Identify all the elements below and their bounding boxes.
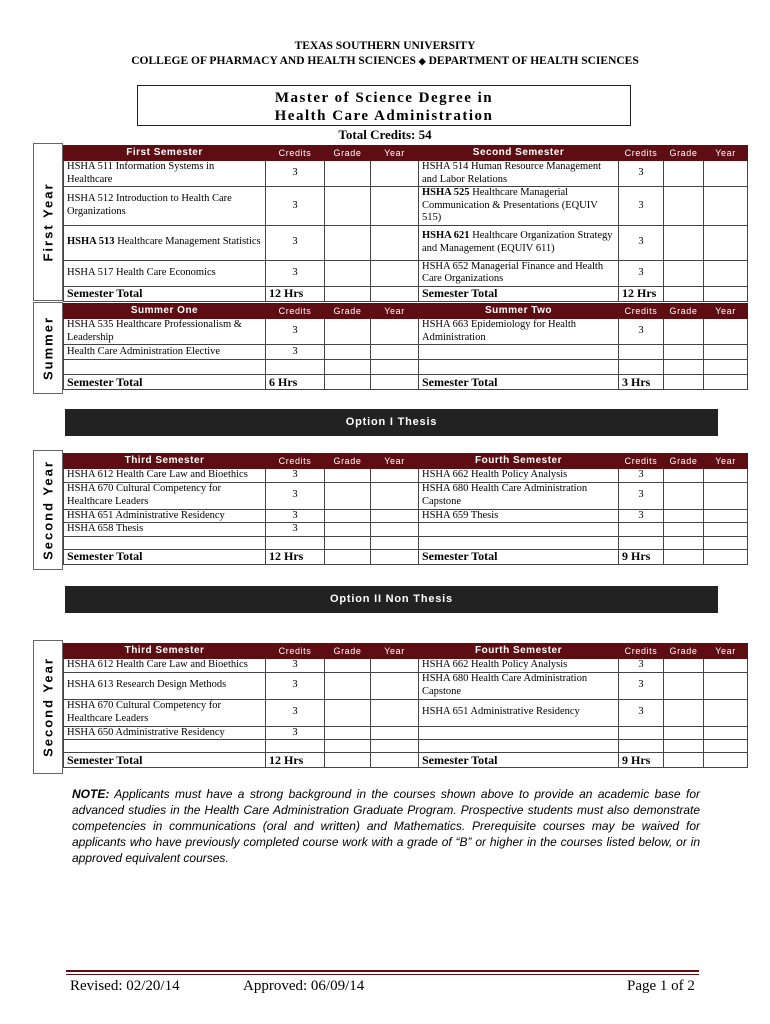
- left-credits: 3: [266, 509, 325, 523]
- left-grade-cell: [325, 319, 371, 345]
- left-total-label: Semester Total: [64, 375, 266, 390]
- right-total-hours: 9 Hrs: [619, 753, 664, 768]
- right-course: [419, 161, 619, 187]
- college-name: COLLEGE OF PHARMACY AND HEALTH SCIENCES: [131, 55, 416, 67]
- grade-heading: Grade: [325, 146, 371, 161]
- left-credits: 3: [266, 659, 325, 673]
- right-course-code: HSHA 621: [422, 230, 470, 241]
- right-grade-cell: [664, 187, 704, 226]
- right-total-hours: 12 Hrs: [619, 286, 664, 301]
- left-total-year-cell: [371, 753, 419, 768]
- left-year-cell: [371, 482, 419, 509]
- left-course-title: Healthcare Management Statistics: [114, 236, 261, 248]
- right-grade-cell: [664, 345, 704, 360]
- left-total-year-cell: [371, 286, 419, 301]
- course-row: [64, 345, 748, 360]
- university-name: TEXAS SOUTHERN UNIVERSITY: [294, 40, 476, 52]
- left-course-title: HSHA 512 Introduction to Health Care Organizations: [67, 193, 232, 217]
- right-course: [419, 672, 619, 699]
- right-grade-cell: [664, 469, 704, 483]
- left-grade-cell: [325, 225, 371, 260]
- year-heading: Year: [371, 454, 419, 469]
- right-grade-cell: [664, 726, 704, 740]
- left-year-cell: [371, 523, 419, 537]
- right-total-hours: 3 Hrs: [619, 375, 664, 390]
- right-total-label: Semester Total: [419, 753, 619, 768]
- first-year-label: First Year: [40, 182, 56, 262]
- footer-rule-thin: [66, 974, 699, 975]
- left-total-hours: 6 Hrs: [266, 375, 325, 390]
- left-total-year-cell: [371, 549, 419, 564]
- second-year-nonthesis-label: Second Year: [40, 657, 56, 757]
- left-course: [64, 187, 266, 226]
- note-text: Applicants must have a strong background in the courses shown above to provide an academic base for advanced studies in the Health Care Administration Graduate Program. Prospective students must also demonstrate competencies in communications (oral and written) and Mathematics. Prerequisite courses may be waived for applicants who have previously completed course work with a grade of “B” or higher in the courses listed below, or in approved equivalent courses.: [72, 787, 700, 865]
- right-total-grade-cell: [664, 549, 704, 564]
- right-credits: 3: [619, 672, 664, 699]
- right-course: [419, 360, 619, 375]
- course-row: [64, 469, 748, 483]
- right-year-cell: [704, 509, 748, 523]
- right-grade-cell: [664, 740, 704, 753]
- degree-title-line2: Health Care Administration: [274, 108, 494, 124]
- course-row: [64, 187, 748, 226]
- left-course-title: HSHA 651 Administrative Residency: [67, 509, 225, 521]
- left-course-title: HSHA 658 Thesis: [67, 523, 144, 534]
- right-credits: [619, 740, 664, 753]
- left-course-title: HSHA 612 Health Care Law and Bioethics: [67, 659, 248, 670]
- right-year-cell: [704, 740, 748, 753]
- option-nonthesis-table: [63, 643, 748, 768]
- year-heading: Year: [704, 304, 748, 319]
- right-grade-cell: [664, 536, 704, 549]
- left-total-grade-cell: [325, 375, 371, 390]
- course-row: [64, 740, 748, 753]
- left-year-cell: [371, 260, 419, 286]
- semester-total-row: [64, 753, 748, 768]
- right-course-title: HSHA 662 Health Policy Analysis: [422, 659, 568, 670]
- left-year-cell: [371, 161, 419, 187]
- left-grade-cell: [325, 161, 371, 187]
- revised-date: Revised: 02/20/14: [70, 978, 180, 994]
- left-course: [64, 319, 266, 345]
- left-course-title: HSHA 613 Research Design Methods: [67, 679, 227, 691]
- left-credits: 3: [266, 482, 325, 509]
- right-course-title: HSHA 659 Thesis: [422, 509, 499, 521]
- right-course: [419, 345, 619, 360]
- left-year-cell: [371, 726, 419, 740]
- right-year-cell: [704, 360, 748, 375]
- course-row: [64, 225, 748, 260]
- left-grade-cell: [325, 659, 371, 673]
- left-credits: [266, 536, 325, 549]
- right-year-cell: [704, 726, 748, 740]
- semester-total-row: [64, 375, 748, 390]
- right-credits: [619, 360, 664, 375]
- right-course: [419, 187, 619, 226]
- left-grade-cell: [325, 360, 371, 375]
- left-total-label: Semester Total: [64, 286, 266, 301]
- right-grade-cell: [664, 225, 704, 260]
- right-semester-heading: Second Semester: [419, 146, 619, 161]
- left-total-grade-cell: [325, 286, 371, 301]
- right-credits: 3: [619, 319, 664, 345]
- right-year-cell: [704, 345, 748, 360]
- right-grade-cell: [664, 523, 704, 537]
- left-grade-cell: [325, 469, 371, 483]
- year-heading: Year: [371, 644, 419, 659]
- right-total-grade-cell: [664, 375, 704, 390]
- left-credits: 3: [266, 726, 325, 740]
- left-credits: 3: [266, 187, 325, 226]
- left-credits: 3: [266, 161, 325, 187]
- right-course: [419, 659, 619, 673]
- left-year-cell: [371, 360, 419, 375]
- first-year-table: [63, 145, 748, 302]
- right-credits: [619, 345, 664, 360]
- right-credits: 3: [619, 659, 664, 673]
- right-credits: 3: [619, 509, 664, 523]
- grade-heading: Grade: [664, 304, 704, 319]
- right-course: [419, 699, 619, 726]
- course-row: [64, 482, 748, 509]
- right-total-year-cell: [704, 753, 748, 768]
- summer-table: [63, 303, 748, 390]
- left-total-grade-cell: [325, 753, 371, 768]
- right-course-title: HSHA 514 Human Resource Management and Labor Relations: [422, 161, 602, 185]
- right-total-grade-cell: [664, 753, 704, 768]
- left-credits: 3: [266, 523, 325, 537]
- left-grade-cell: [325, 726, 371, 740]
- credits-heading: Credits: [619, 454, 664, 469]
- right-course-title: HSHA 663 Epidemiology for Health Administration: [422, 319, 576, 343]
- right-credits: 3: [619, 260, 664, 286]
- right-total-label: Semester Total: [419, 549, 619, 564]
- left-credits: [266, 740, 325, 753]
- semester-header-row: [64, 644, 748, 659]
- left-course-title: HSHA 535 Healthcare Professionalism & Leadership: [67, 319, 242, 343]
- left-credits: 3: [266, 469, 325, 483]
- semester-total-row: [64, 286, 748, 301]
- right-year-cell: [704, 699, 748, 726]
- left-year-cell: [371, 509, 419, 523]
- grade-heading: Grade: [325, 454, 371, 469]
- note-label: NOTE:: [72, 787, 110, 801]
- right-year-cell: [704, 469, 748, 483]
- left-year-cell: [371, 699, 419, 726]
- right-year-cell: [704, 225, 748, 260]
- left-credits: 3: [266, 319, 325, 345]
- right-semester-heading: Fourth Semester: [419, 454, 619, 469]
- admission-note: [72, 786, 700, 866]
- right-course: [419, 482, 619, 509]
- left-course-title: HSHA 517 Health Care Economics: [67, 266, 216, 278]
- right-credits: 3: [619, 161, 664, 187]
- right-grade-cell: [664, 482, 704, 509]
- left-grade-cell: [325, 482, 371, 509]
- left-year-cell: [371, 225, 419, 260]
- option-thesis-bar: Option I Thesis: [65, 409, 718, 436]
- right-course-title: HSHA 651 Administrative Residency: [422, 706, 580, 718]
- left-year-cell: [371, 187, 419, 226]
- right-year-cell: [704, 536, 748, 549]
- page-number: Page 1 of 2: [627, 978, 695, 994]
- right-year-cell: [704, 187, 748, 226]
- right-credits: [619, 536, 664, 549]
- credits-heading: Credits: [266, 454, 325, 469]
- left-total-grade-cell: [325, 549, 371, 564]
- right-year-cell: [704, 672, 748, 699]
- right-course: [419, 469, 619, 483]
- right-course: [419, 523, 619, 537]
- grade-heading: Grade: [664, 454, 704, 469]
- left-total-hours: 12 Hrs: [266, 286, 325, 301]
- credits-heading: Credits: [619, 644, 664, 659]
- semester-header-row: [64, 146, 748, 161]
- right-year-cell: [704, 319, 748, 345]
- right-course: [419, 225, 619, 260]
- left-course: [64, 659, 266, 673]
- left-total-hours: 12 Hrs: [266, 549, 325, 564]
- left-year-cell: [371, 345, 419, 360]
- semester-header-row: [64, 304, 748, 319]
- left-credits: 3: [266, 260, 325, 286]
- left-course: [64, 161, 266, 187]
- left-grade-cell: [325, 672, 371, 699]
- semester-header-row: [64, 454, 748, 469]
- approved-date: Approved: 06/09/14: [243, 978, 365, 994]
- left-year-cell: [371, 536, 419, 549]
- right-credits: [619, 523, 664, 537]
- right-grade-cell: [664, 319, 704, 345]
- left-course-title: HSHA 670 Cultural Competency for Healthcare Leaders: [67, 700, 221, 724]
- left-total-hours: 12 Hrs: [266, 753, 325, 768]
- left-year-cell: [371, 319, 419, 345]
- left-course: [64, 469, 266, 483]
- summer-label: Summer: [40, 315, 56, 381]
- left-course: [64, 726, 266, 740]
- left-semester-heading: Third Semester: [64, 644, 266, 659]
- right-semester-heading: Fourth Semester: [419, 644, 619, 659]
- semester-total-row: [64, 549, 748, 564]
- right-course-title: HSHA 680 Health Care Administration Capstone: [422, 483, 588, 507]
- right-grade-cell: [664, 659, 704, 673]
- grade-heading: Grade: [325, 644, 371, 659]
- right-year-cell: [704, 523, 748, 537]
- left-semester-heading: First Semester: [64, 146, 266, 161]
- left-course-title: HSHA 650 Administrative Residency: [67, 726, 225, 738]
- year-heading: Year: [371, 146, 419, 161]
- right-total-grade-cell: [664, 286, 704, 301]
- credits-heading: Credits: [266, 146, 325, 161]
- right-credits: [619, 726, 664, 740]
- course-row: [64, 523, 748, 537]
- right-total-label: Semester Total: [419, 286, 619, 301]
- left-total-label: Semester Total: [64, 549, 266, 564]
- left-year-cell: [371, 659, 419, 673]
- diamond-separator-icon: ◆: [418, 56, 426, 66]
- right-credits: 3: [619, 225, 664, 260]
- right-course: [419, 509, 619, 523]
- left-credits: 3: [266, 672, 325, 699]
- right-total-year-cell: [704, 549, 748, 564]
- right-total-hours: 9 Hrs: [619, 549, 664, 564]
- left-course: [64, 225, 266, 260]
- left-grade-cell: [325, 260, 371, 286]
- left-grade-cell: [325, 187, 371, 226]
- right-course: [419, 260, 619, 286]
- total-credits: Total Credits: 54: [338, 127, 432, 142]
- right-credits: 3: [619, 482, 664, 509]
- left-credits: 3: [266, 699, 325, 726]
- left-year-cell: [371, 740, 419, 753]
- option-thesis-table: [63, 453, 748, 565]
- left-course: [64, 740, 266, 753]
- footer-rule-thick: [66, 970, 699, 972]
- grade-heading: Grade: [325, 304, 371, 319]
- left-total-label: Semester Total: [64, 753, 266, 768]
- left-course: [64, 509, 266, 523]
- course-row: [64, 509, 748, 523]
- year-heading: Year: [371, 304, 419, 319]
- left-course-code: HSHA 513: [67, 236, 115, 248]
- college-department-line: [0, 55, 770, 67]
- right-grade-cell: [664, 509, 704, 523]
- right-course: [419, 726, 619, 740]
- left-grade-cell: [325, 523, 371, 537]
- right-course: [419, 536, 619, 549]
- left-grade-cell: [325, 740, 371, 753]
- left-course: [64, 536, 266, 549]
- left-course: [64, 672, 266, 699]
- course-row: [64, 161, 748, 187]
- left-grade-cell: [325, 509, 371, 523]
- right-credits: 3: [619, 699, 664, 726]
- right-total-label: Semester Total: [419, 375, 619, 390]
- right-total-year-cell: [704, 286, 748, 301]
- year-heading: Year: [704, 454, 748, 469]
- department-name: DEPARTMENT OF HEALTH SCIENCES: [428, 55, 639, 67]
- course-row: [64, 536, 748, 549]
- left-grade-cell: [325, 699, 371, 726]
- course-row: [64, 659, 748, 673]
- course-row: [64, 260, 748, 286]
- left-course-title: Health Care Administration Elective: [67, 345, 221, 357]
- right-year-cell: [704, 260, 748, 286]
- grade-heading: Grade: [664, 644, 704, 659]
- right-grade-cell: [664, 360, 704, 375]
- left-year-cell: [371, 469, 419, 483]
- right-total-year-cell: [704, 375, 748, 390]
- left-course: [64, 360, 266, 375]
- right-year-cell: [704, 659, 748, 673]
- credits-heading: Credits: [266, 304, 325, 319]
- course-row: [64, 726, 748, 740]
- second-year-thesis-label: Second Year: [40, 460, 56, 560]
- right-course: [419, 740, 619, 753]
- right-course-title: Healthcare Managerial Communication & Presentations (EQUIV 515): [422, 187, 598, 223]
- left-grade-cell: [325, 345, 371, 360]
- right-course-title: HSHA 680 Health Care Administration Capstone: [422, 673, 588, 697]
- left-course: [64, 523, 266, 537]
- left-year-cell: [371, 672, 419, 699]
- left-credits: [266, 360, 325, 375]
- left-course-title: HSHA 670 Cultural Competency for Healthcare Leaders: [67, 483, 221, 507]
- left-credits: 3: [266, 345, 325, 360]
- degree-title-line1: Master of Science Degree in: [274, 90, 494, 106]
- year-heading: Year: [704, 644, 748, 659]
- left-grade-cell: [325, 536, 371, 549]
- right-course-title: Healthcare Organization Strategy and Management (EQUIV 611): [422, 230, 613, 254]
- option-nonthesis-bar: Option II Non Thesis: [65, 586, 718, 613]
- right-course-title: HSHA 662 Health Policy Analysis: [422, 469, 568, 480]
- grade-heading: Grade: [664, 146, 704, 161]
- degree-title-box: [137, 85, 631, 126]
- right-grade-cell: [664, 699, 704, 726]
- right-course-code: HSHA 525: [422, 187, 470, 198]
- year-heading: Year: [704, 146, 748, 161]
- right-grade-cell: [664, 672, 704, 699]
- left-course: [64, 345, 266, 360]
- course-row: [64, 319, 748, 345]
- right-credits: 3: [619, 187, 664, 226]
- right-year-cell: [704, 482, 748, 509]
- right-course-title: HSHA 652 Managerial Finance and Health Care Organizations: [422, 260, 604, 284]
- right-semester-heading: Summer Two: [419, 304, 619, 319]
- left-course-title: HSHA 612 Health Care Law and Bioethics: [67, 469, 248, 480]
- left-credits: 3: [266, 225, 325, 260]
- left-course-title: HSHA 511 Information Systems in Healthcare: [67, 161, 215, 185]
- right-grade-cell: [664, 161, 704, 187]
- left-total-year-cell: [371, 375, 419, 390]
- left-course: [64, 260, 266, 286]
- left-course: [64, 482, 266, 509]
- right-year-cell: [704, 161, 748, 187]
- course-row: [64, 699, 748, 726]
- right-grade-cell: [664, 260, 704, 286]
- right-course: [419, 319, 619, 345]
- course-row: [64, 672, 748, 699]
- right-credits: 3: [619, 469, 664, 483]
- credits-heading: Credits: [619, 304, 664, 319]
- left-semester-heading: Summer One: [64, 304, 266, 319]
- credits-heading: Credits: [619, 146, 664, 161]
- credits-heading: Credits: [266, 644, 325, 659]
- left-course: [64, 699, 266, 726]
- left-semester-heading: Third Semester: [64, 454, 266, 469]
- course-row: [64, 360, 748, 375]
